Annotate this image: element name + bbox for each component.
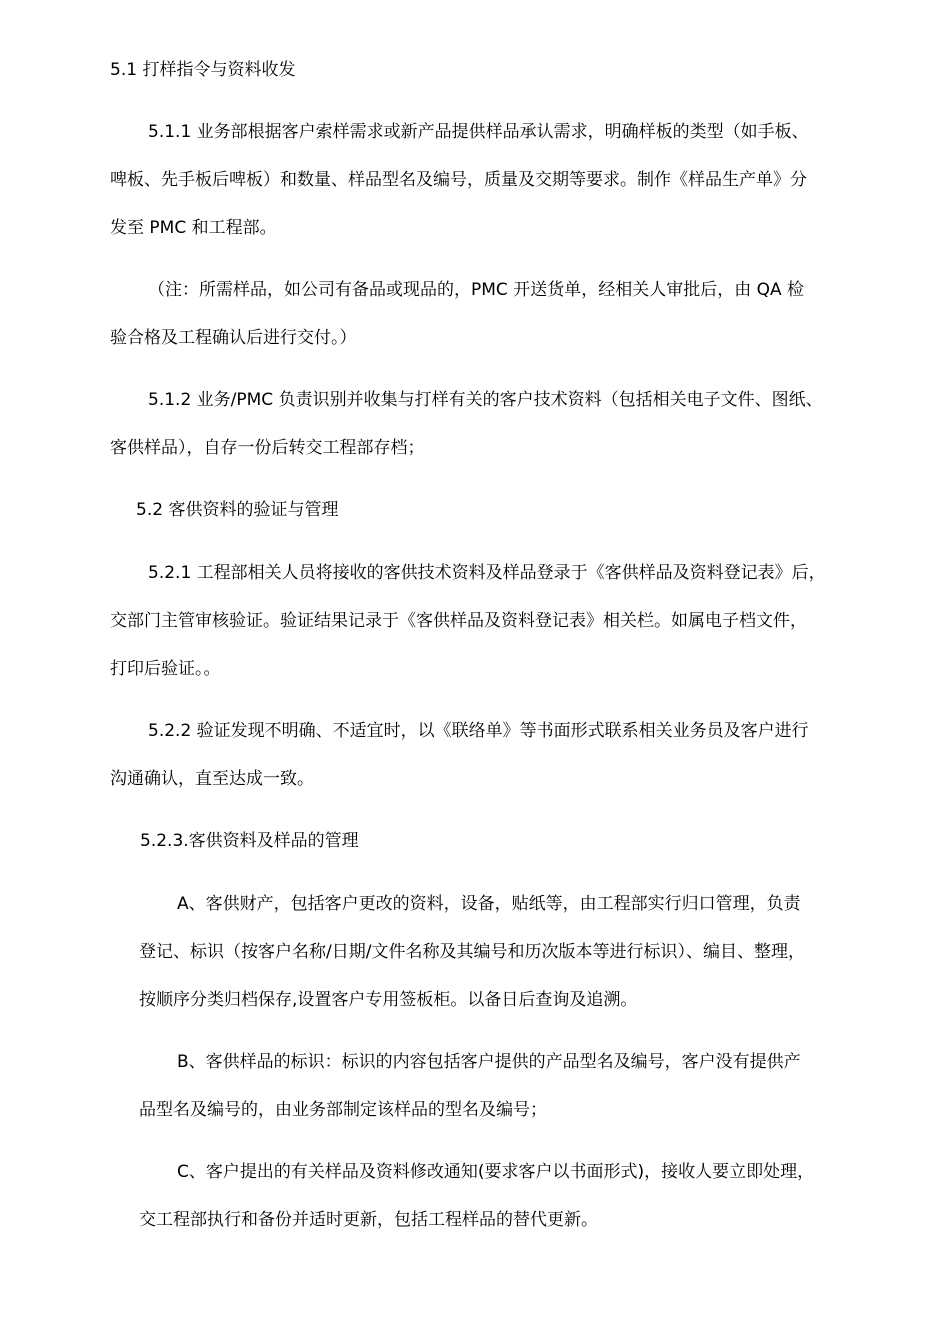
section-heading-5-2: 5.2 客供资料的验证与管理 (136, 500, 339, 520)
paragraph-line: （注：所需样品，如公司有备品或现品的，PMC 开送货单，经相关人审批后，由 QA 检 (148, 280, 805, 300)
paragraph-line: 5.2.2 验证发现不明确、不适宜时，以《联络单》等书面形式联系相关业务员及客户进行 (148, 721, 809, 741)
paragraph-line: 啤板、先手板后啤板）和数量、样品型名及编号，质量及交期等要求。制作《样品生产单》分 (110, 170, 807, 190)
paragraph-line: 打印后验证。。 (110, 659, 221, 679)
paragraph-line: 5.2.1 工程部相关人员将接收的客供技术资料及样品登录于《客供样品及资料登记表》后， (148, 563, 826, 583)
paragraph-line: 发至 PMC 和工程部。 (110, 218, 277, 238)
paragraph-line: A、客供财产，包括客户更改的资料，设备，贴纸等，由工程部实行归口管理，负责 (177, 894, 801, 914)
paragraph-line: 品型名及编号的，由业务部制定该样品的型名及编号； (139, 1100, 547, 1120)
paragraph-line: 沟通确认，直至达成一致。 (110, 769, 314, 789)
paragraph-line: 交部门主管审核验证。验证结果记录于《客供样品及资料登记表》相关栏。如属电子档文件， (110, 611, 807, 631)
paragraph-line: 5.1.2 业务/PMC 负责识别并收集与打样有关的客户技术资料（包括相关电子文件、图纸、 (148, 390, 823, 410)
paragraph-line: 交工程部执行和备份并适时更新，包括工程样品的替代更新。 (139, 1210, 598, 1230)
paragraph-line: 登记、标识（按客户名称/日期/文件名称及其编号和历次版本等进行标识）、编目、整理， (139, 942, 805, 962)
paragraph-line: 5.1.1 业务部根据客户索样需求或新产品提供样品承认需求，明确样板的类型（如手板、 (148, 122, 809, 142)
paragraph-line: 按顺序分类归档保存,设置客户专用签板柜。以备日后查询及追溯。 (139, 990, 638, 1010)
paragraph-line: 验合格及工程确认后进行交付。） (110, 328, 357, 348)
section-heading-5-2-3: 5.2.3.客供资料及样品的管理 (140, 831, 359, 851)
section-heading-5-1: 5.1 打样指令与资料收发 (110, 60, 296, 80)
paragraph-line: 客供样品），自存一份后转交工程部存档； (110, 438, 425, 458)
paragraph-line: C、客户提出的有关样品及资料修改通知(要求客户以书面形式)，接收人要立即处理， (177, 1162, 815, 1182)
paragraph-line: B、客供样品的标识：标识的内容包括客户提供的产品型名及编号，客户没有提供产 (177, 1052, 801, 1072)
